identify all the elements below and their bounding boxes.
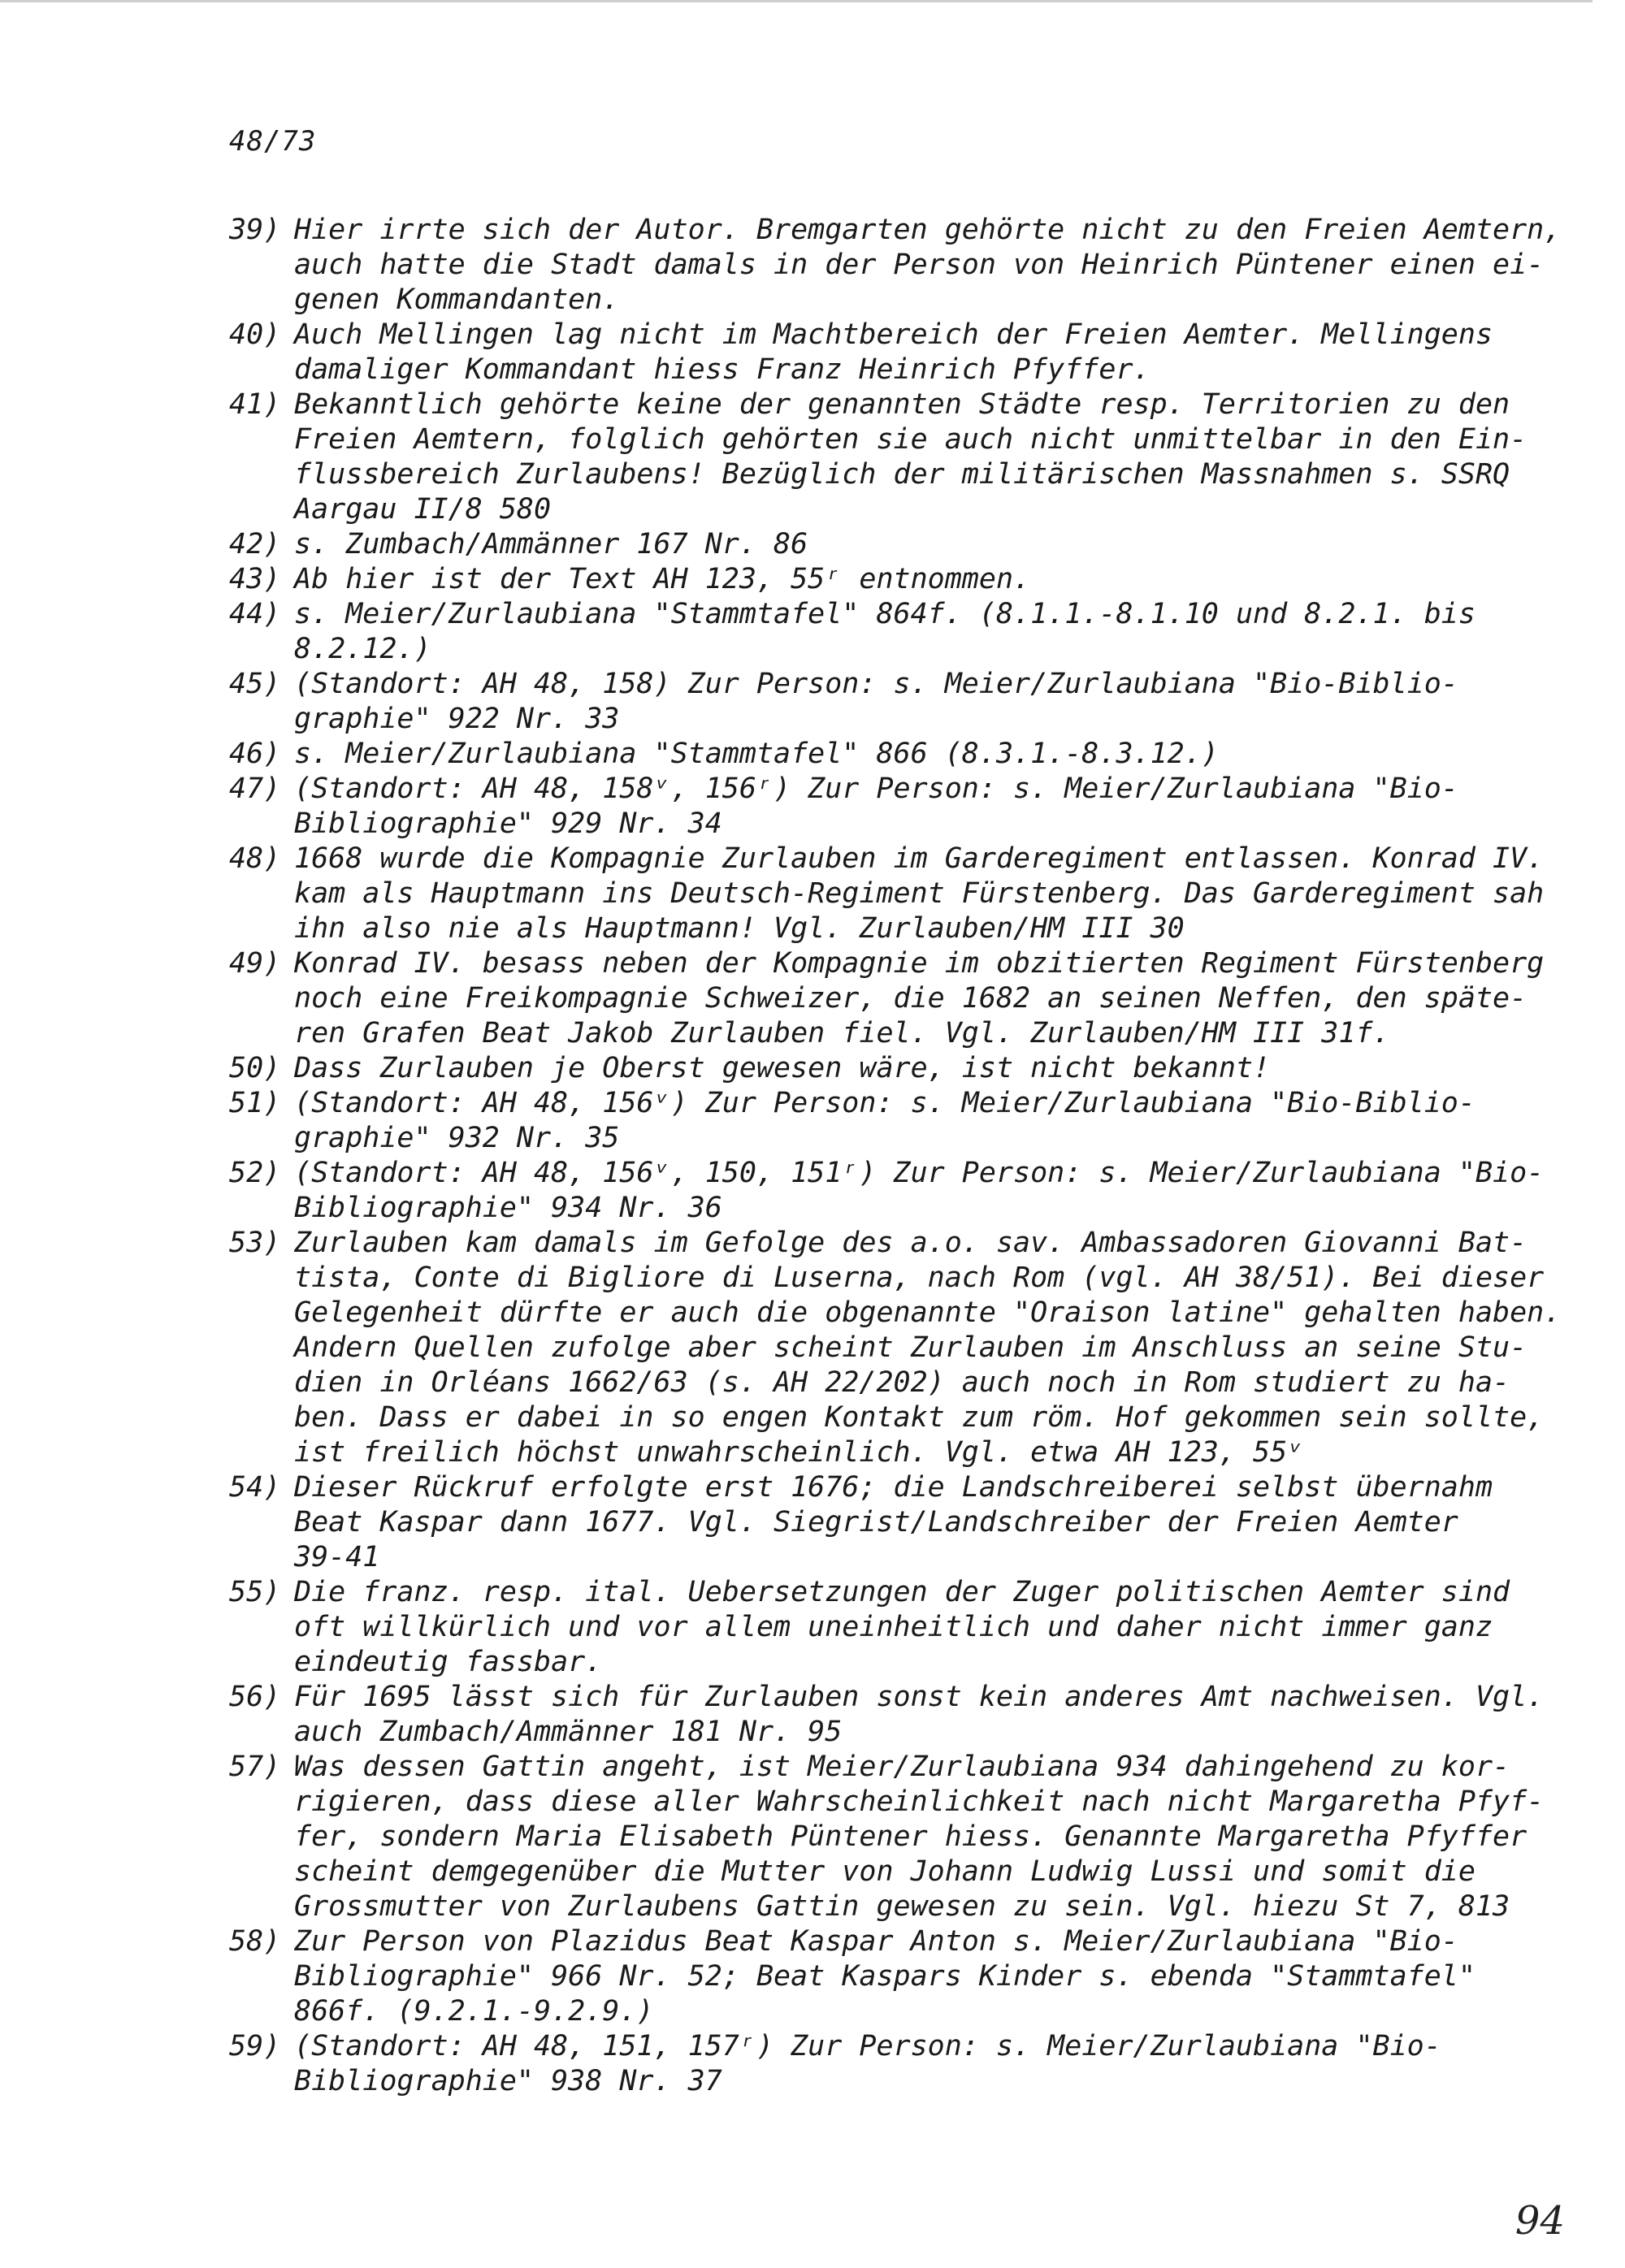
footnote — [229, 1924, 1497, 2029]
footnote-text — [294, 1750, 1544, 1924]
footnote-text — [294, 1226, 1561, 1470]
footnote-text — [294, 1051, 1497, 1086]
footnote-text — [294, 318, 1497, 387]
footnote-line: Dass Zurlauben je Oberst gewesen wäre, ist nicht bekannt! — [294, 1052, 1271, 1084]
footnote — [229, 1750, 1545, 1924]
footnote-line: Zur Person von Plazidus Beat Kaspar Anton s. Meier/Zurlaubiana "Bio- — [294, 1925, 1458, 1958]
footnote-number: 42) — [229, 528, 281, 561]
footnote — [229, 1156, 1545, 1226]
footnote-number: 58) — [229, 1925, 281, 1958]
footnote-line: Aargau II/8 580 — [294, 493, 552, 526]
footnote — [229, 737, 1497, 772]
footnote-number: 51) — [229, 1087, 281, 1119]
footnote-line: s. Meier/Zurlaubiana "Stammtafel" 866 (8.3.1.-8.3.12.) — [294, 738, 1219, 770]
footnote-number: 55) — [229, 1576, 281, 1608]
footnote-line: Beat Kaspar dann 1677. Vgl. Siegrist/Landschreiber der Freien Aemter — [294, 1506, 1458, 1539]
footnote-text — [294, 2029, 1497, 2099]
footnote-text — [294, 1680, 1544, 1750]
footnote-text — [294, 527, 1497, 562]
scan-top-edge — [0, 0, 1592, 2]
footnote-line: tista, Conte di Bigliore di Luserna, nach Rom (vgl. AH 38/51). Bei dieser — [294, 1262, 1545, 1294]
footnote-line: Auch Mellingen lag nicht im Machtbereich der Freien Aemter. Mellingens — [294, 318, 1493, 351]
footnote-text — [294, 213, 1561, 318]
footnote-number: 47) — [229, 773, 281, 805]
footnote — [229, 1226, 1562, 1470]
footnote-line: scheint demgegenüber die Mutter von Johann Ludwig Lussi und somit die — [294, 1855, 1476, 1888]
footnote-number: 40) — [229, 318, 281, 351]
footnote-line: 39-41 — [294, 1541, 380, 1573]
footnote — [229, 1575, 1510, 1680]
footnote-line: Bibliographie" 966 Nr. 52; Beat Kaspars Kinder s. ebenda "Stammtafel" — [294, 1960, 1476, 1993]
footnote-number: 56) — [229, 1681, 281, 1713]
footnote-line: eindeutig fassbar. — [294, 1646, 603, 1678]
footnote-text — [294, 946, 1544, 1051]
footnote-line: Ab hier ist der Text AH 123, 55ʳ entnommen. — [294, 563, 1031, 595]
footnote-line: Hier irrte sich der Autor. Bremgarten gehörte nicht zu den Freien Aemtern, — [294, 214, 1562, 246]
footnote-line: Freien Aemtern, folglich gehörten sie auch nicht unmittelbar in den Ein- — [294, 423, 1528, 456]
footnote — [229, 667, 1497, 737]
footnote — [229, 527, 1497, 562]
footnote-text — [294, 387, 1527, 527]
footnote — [229, 772, 1497, 842]
footnote-line: (Standort: AH 48, 151, 157ʳ) Zur Person: s. Meier/Zurlaubiana "Bio- — [294, 2030, 1441, 2062]
footnote-text — [294, 597, 1497, 667]
footnote-text — [294, 1924, 1497, 2029]
footnote-line: s. Meier/Zurlaubiana "Stammtafel" 864f. (8.1.1.-8.1.10 und 8.2.1. bis — [294, 598, 1476, 630]
footnote-line: fer, sondern Maria Elisabeth Püntener hiess. Genannte Margaretha Pfyffer — [294, 1820, 1528, 1853]
handwritten-page-mark: 94 — [1514, 2198, 1565, 2244]
footnote-number: 39) — [229, 214, 281, 246]
footnote-line: Konrad IV. besass neben der Kompagnie im obzitierten Regiment Fürstenberg — [294, 947, 1545, 980]
footnote — [229, 946, 1545, 1051]
footnote-line: Die franz. resp. ital. Uebersetzungen der Zuger politischen Aemter sind — [294, 1576, 1510, 1608]
footnote — [229, 1680, 1545, 1750]
footnote-text — [294, 667, 1497, 737]
footnote-line: Bibliographie" 934 Nr. 36 — [294, 1192, 722, 1224]
footnote-line: Für 1695 lässt sich für Zurlauben sonst kein anderes Amt nachweisen. Vgl. — [294, 1681, 1545, 1713]
page-number: 48/73 — [229, 125, 317, 158]
footnote-line: graphie" 932 Nr. 35 — [294, 1122, 620, 1154]
footnote-number: 41) — [229, 388, 281, 421]
footnote-line: s. Zumbach/Ammänner 167 Nr. 86 — [294, 528, 808, 561]
footnote-line: Was dessen Gattin angeht, ist Meier/Zurlaubiana 934 dahingehend zu kor- — [294, 1751, 1510, 1783]
footnote — [229, 842, 1545, 946]
footnote-line: Gelegenheit dürfte er auch die obgenannte "Oraison latine" gehalten haben. — [294, 1296, 1562, 1329]
footnote-line: rigieren, dass diese aller Wahrscheinlichkeit nach nicht Margaretha Pfyf- — [294, 1785, 1545, 1818]
footnote-text — [294, 1470, 1497, 1575]
footnote-line: ist freilich höchst unwahrscheinlich. Vgl. etwa AH 123, 55ᵛ — [294, 1436, 1305, 1469]
footnote-line: damaliger Kommandant hiess Franz Heinrich Pfyffer. — [294, 353, 1150, 386]
footnote-line: Andern Quellen zufolge aber scheint Zurlauben im Anschluss an seine Stu- — [294, 1331, 1528, 1364]
footnote — [229, 387, 1528, 527]
footnote — [229, 2029, 1497, 2099]
footnote-line: ben. Dass er dabei in so engen Kontakt zum röm. Hof gekommen sein sollte, — [294, 1401, 1545, 1434]
footnote-line: Zurlauben kam damals im Gefolge des a.o. sav. Ambassadoren Giovanni Bat- — [294, 1227, 1528, 1259]
footnote-line: noch eine Freikompagnie Schweizer, die 1682 an seinen Neffen, den späte- — [294, 982, 1528, 1015]
footnote — [229, 213, 1562, 318]
footnote-line: genen Kommandanten. — [294, 284, 620, 316]
footnote-line: flussbereich Zurlaubens! Bezüglich der militärischen Massnahmen s. SSRQ — [294, 458, 1510, 491]
footnote-line: auch Zumbach/Ammänner 181 Nr. 95 — [294, 1716, 843, 1748]
footnote — [229, 1051, 1497, 1086]
footnote-number: 57) — [229, 1751, 281, 1783]
footnote-text — [294, 737, 1497, 772]
footnote-line: Bibliographie" 929 Nr. 34 — [294, 807, 722, 840]
footnote-text — [294, 562, 1497, 597]
footnote-number: 50) — [229, 1052, 281, 1084]
footnote-number: 44) — [229, 598, 281, 630]
footnote — [229, 1470, 1497, 1575]
footnote-text — [294, 842, 1544, 946]
footnote — [229, 318, 1497, 387]
footnote-text — [294, 1575, 1510, 1680]
footnote — [229, 562, 1497, 597]
footnote-line: (Standort: AH 48, 158ᵛ, 156ʳ) Zur Person: s. Meier/Zurlaubiana "Bio- — [294, 773, 1458, 805]
footnote-number: 59) — [229, 2030, 281, 2062]
footnote-line: Dieser Rückruf erfolgte erst 1676; die Landschreiberei selbst übernahm — [294, 1471, 1493, 1504]
footnote-line: auch hatte die Stadt damals in der Person von Heinrich Püntener einen ei- — [294, 249, 1545, 281]
footnote-line: Grossmutter von Zurlaubens Gattin gewesen zu sein. Vgl. hiezu St 7, 813 — [294, 1890, 1510, 1923]
footnote-number: 54) — [229, 1471, 281, 1504]
footnote-number: 43) — [229, 563, 281, 595]
footnote-line: dien in Orléans 1662/63 (s. AH 22/202) auch noch in Rom studiert zu ha- — [294, 1366, 1510, 1399]
footnote-line: (Standort: AH 48, 158) Zur Person: s. Meier/Zurlaubiana "Bio-Biblio- — [294, 668, 1458, 700]
footnote-line: 866f. (9.2.1.-9.2.9.) — [294, 1995, 654, 2028]
footnote-line: ihn also nie als Hauptmann! Vgl. Zurlauben/HM III 30 — [294, 912, 1185, 945]
footnote-text — [294, 1086, 1497, 1156]
footnote — [229, 597, 1497, 667]
footnote-line: 1668 wurde die Kompagnie Zurlauben im Garderegiment entlassen. Konrad IV. — [294, 842, 1545, 875]
footnote-number: 46) — [229, 738, 281, 770]
footnote-line: (Standort: AH 48, 156ᵛ) Zur Person: s. Meier/Zurlaubiana "Bio-Biblio- — [294, 1087, 1476, 1119]
footnotes-list — [229, 213, 1562, 2099]
footnote-line: (Standort: AH 48, 156ᵛ, 150, 151ʳ) Zur Person: s. Meier/Zurlaubiana "Bio- — [294, 1157, 1545, 1189]
footnote-number: 45) — [229, 668, 281, 700]
footnote-text — [294, 1156, 1544, 1226]
footnote-line: Bekanntlich gehörte keine der genannten Städte resp. Territorien zu den — [294, 388, 1510, 421]
footnote-line: Bibliographie" 938 Nr. 37 — [294, 2065, 722, 2097]
footnote-number: 48) — [229, 842, 281, 875]
footnote — [229, 1086, 1497, 1156]
footnote-text — [294, 772, 1497, 842]
footnote-line: 8.2.12.) — [294, 633, 431, 665]
footnote-line: oft willkürlich und vor allem uneinheitlich und daher nicht immer ganz — [294, 1611, 1493, 1643]
footnote-line: graphie" 922 Nr. 33 — [294, 703, 620, 735]
footnote-line: ren Grafen Beat Jakob Zurlauben fiel. Vgl. Zurlauben/HM III 31f. — [294, 1017, 1390, 1050]
footnote-number: 52) — [229, 1157, 281, 1189]
footnote-line: kam als Hauptmann ins Deutsch-Regiment Fürstenberg. Das Garderegiment sah — [294, 877, 1545, 910]
footnote-number: 49) — [229, 947, 281, 980]
footnote-number: 53) — [229, 1227, 281, 1259]
